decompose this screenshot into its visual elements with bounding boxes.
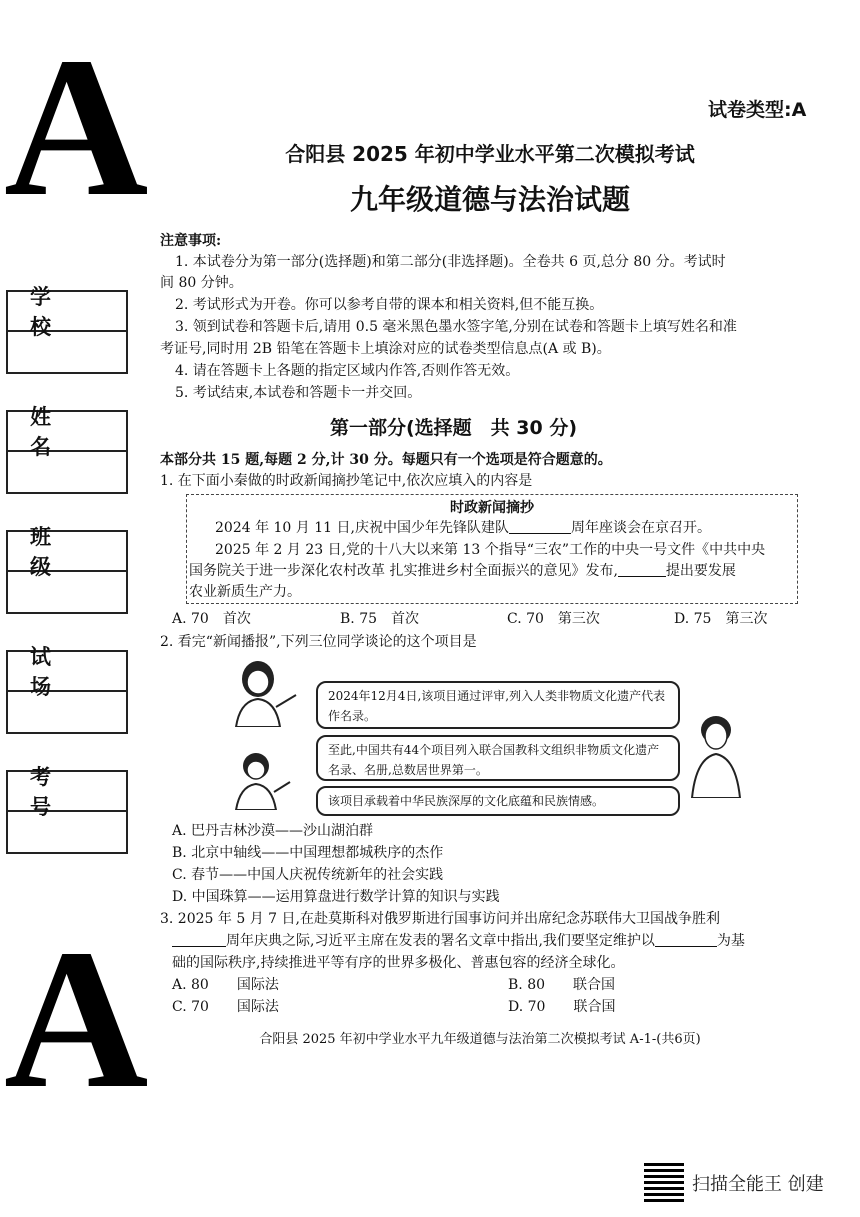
notice-item: 1. 本试卷分为第一部分(选择题)和第二部分(非选择题)。全卷共 6 页,总分 80 分。考试时	[175, 254, 726, 270]
field-room[interactable]	[6, 645, 128, 734]
student-boy-illustration	[682, 708, 752, 798]
notice-item: 2. 考试形式为开卷。你可以参考自带的课本和相关资料,但不能互换。	[175, 297, 604, 313]
notice-item: 考证号,同时用 2B 铅笔在答题卡上填涂对应的试卷类型信息点(A 或 B)。	[160, 341, 611, 357]
notice-item: 间 80 分钟。	[160, 275, 243, 291]
subject-title: 九年级道德与法治试题	[349, 183, 630, 216]
q2-option-b[interactable]: B. 北京中轴线——中国理想都城秩序的杰作	[172, 845, 444, 861]
q1-option-a[interactable]: A. 70 首次	[172, 611, 251, 627]
q1-news-box	[186, 494, 798, 604]
q1-box-line: 2025 年 2 月 23 日,党的十八大以来第 13 个指导“三农”工作的中央一号文件《中共中央	[215, 542, 766, 558]
q2-option-c[interactable]: C. 春节——中国人庆祝传统新年的社会实践	[172, 867, 444, 883]
paper-type: 试卷类型:A	[708, 99, 807, 121]
q1-stem: 1. 在下面小秦做的时政新闻摘抄笔记中,依次应填入的内容是	[160, 473, 533, 489]
exam-title: 合阳县 2025 年初中学业水平第二次模拟考试	[285, 142, 695, 166]
q1-option-c[interactable]: C. 70 第三次	[507, 611, 600, 627]
page-footer: 合阳县 2025 年初中学业水平九年级道德与法治第二次模拟考试 A-1-(共6页)	[259, 1032, 701, 1047]
field-name[interactable]	[6, 405, 128, 494]
field-exam-number[interactable]	[6, 765, 128, 854]
q2-stem: 2. 看完“新闻播报”,下列三位同学谈论的这个项目是	[160, 634, 477, 650]
field-room-label: 试 场	[8, 652, 126, 692]
section1-intro: 本部分共 15 题,每题 2 分,计 30 分。每题只有一个选项是符合题意的。	[160, 452, 612, 468]
section1-title: 第一部分(选择题 共 30 分)	[330, 417, 578, 439]
field-name-label: 姓 名	[8, 412, 126, 452]
speech-bubble-1: 2024年12月4日,该项目通过评审,列入人类非物质文化遗产代表作名录。	[316, 681, 680, 729]
notice-item: 4. 请在答题卡上各题的指定区域内作答,否则作答无效。	[175, 363, 520, 379]
corner-letter-top: A	[4, 17, 149, 238]
q2-option-d[interactable]: D. 中国珠算——运用算盘进行数学计算的知识与实践	[172, 889, 500, 905]
q2-option-a[interactable]: A. 巴丹吉林沙漠——沙山湖泊群	[172, 823, 374, 839]
q1-box-line: 农业新质生产力。	[189, 584, 301, 600]
field-school-label: 学 校	[8, 292, 126, 332]
qr-code-icon	[644, 1162, 684, 1202]
q3-option-b[interactable]: B. 80 联合国	[508, 977, 616, 993]
notice-heading: 注意事项:	[160, 233, 222, 249]
student-girl-2-illustration	[228, 752, 308, 810]
scanner-watermark: 扫描全能王 创建	[692, 1174, 824, 1195]
q3-stem-line2: 周年庆典之际,习近平主席在发表的署名文章中指出,我们要坚定维护以 为基	[172, 932, 745, 951]
field-class[interactable]	[6, 525, 128, 614]
notice-item: 3. 领到试卷和答题卡后,请用 0.5 毫米黑色墨水签字笔,分别在试卷和答题卡上填写姓名和准	[175, 319, 737, 335]
q1-box-title: 时政新闻摘抄	[450, 500, 534, 516]
corner-letter-bottom: A	[4, 909, 149, 1130]
q3-stem-line1: 3. 2025 年 5 月 7 日,在赴莫斯科对俄罗斯进行国事访问并出席纪念苏联伟大卫国战争胜利	[160, 911, 720, 927]
q3-option-a[interactable]: A. 80 国际法	[172, 977, 279, 993]
q3-option-c[interactable]: C. 70 国际法	[172, 999, 279, 1015]
q1-box-line: 国务院关于进一步深化农村改革 扎实推进乡村全面振兴的意见》发布, 提出要发展	[189, 563, 736, 579]
q3-option-d[interactable]: D. 70 联合国	[508, 999, 616, 1015]
q1-option-b[interactable]: B. 75 首次	[340, 611, 420, 627]
q1-option-d[interactable]: D. 75 第三次	[674, 611, 768, 627]
student-girl-1-illustration	[222, 655, 302, 727]
q1-box-line: 2024 年 10 月 11 日,庆祝中国少年先锋队建队 周年座谈会在京召开。	[215, 520, 711, 536]
speech-bubble-3: 该项目承载着中华民族深厚的文化底蕴和民族情感。	[316, 786, 680, 816]
q3-stem-line3: 础的国际秩序,持续推进平等有序的世界多极化、普惠包容的经济全球化。	[172, 955, 625, 971]
notice-item: 5. 考试结束,本试卷和答题卡一并交回。	[175, 385, 422, 401]
field-class-label: 班 级	[8, 532, 126, 572]
field-exam-number-label: 考 号	[8, 772, 126, 812]
field-school[interactable]	[6, 285, 128, 374]
speech-bubble-2: 至此,中国共有44个项目列入联合国教科文组织非物质文化遗产名录、名册,总数居世界第一。	[316, 735, 680, 781]
